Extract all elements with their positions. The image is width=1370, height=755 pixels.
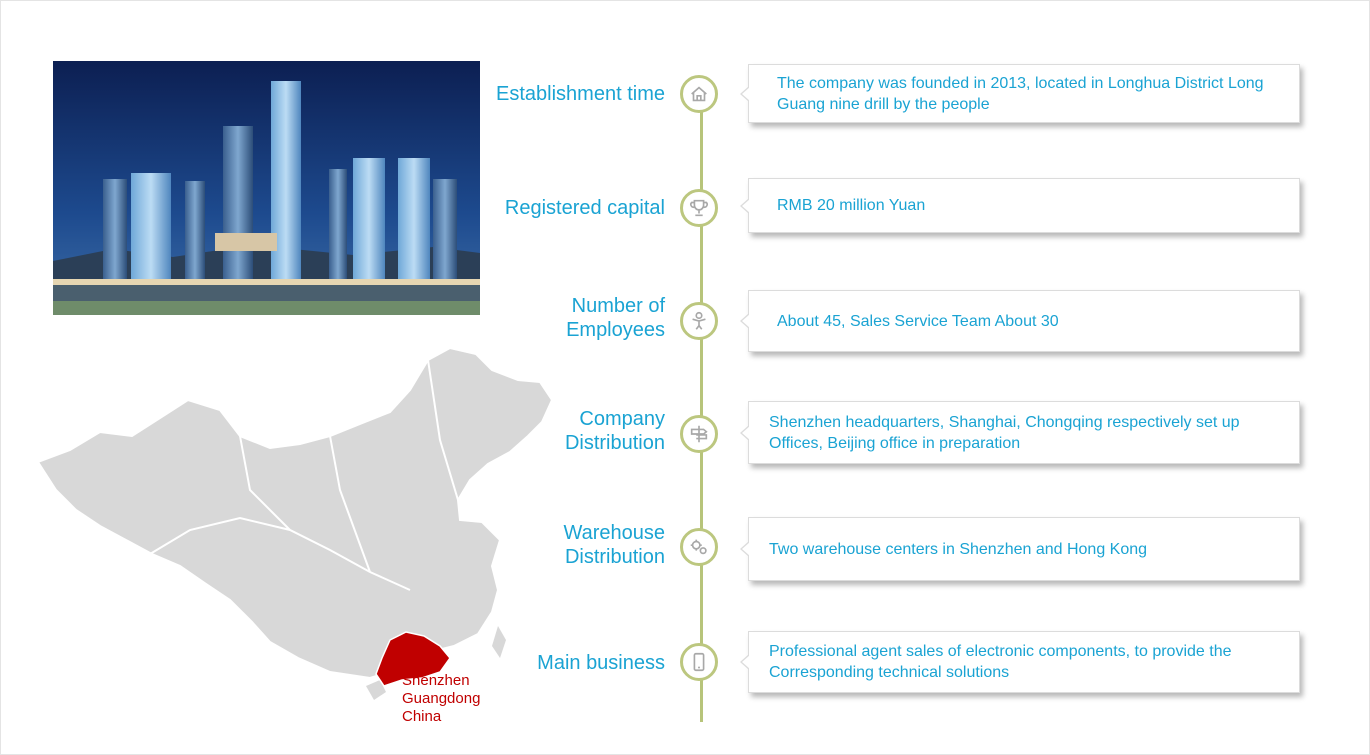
signpost-icon [688,423,710,445]
timeline-card-warehouse: Two warehouse centers in Shenzhen and Hong Kong [748,517,1300,581]
house-icon [688,83,710,105]
timeline-card-establishment: The company was founded in 2013, located in Longhua District Long Guang nine drill by the people [748,64,1300,123]
timeline-card-company-distribution: Shenzhen headquarters, Shanghai, Chongqing respectively set up Offices, Beijing office in preparation [748,401,1300,464]
timeline-card-employees: About 45, Sales Service Team About 30 [748,290,1300,352]
trophy-icon [688,197,710,219]
timeline-node-capital [680,189,718,227]
timeline-node-establishment [680,75,718,113]
timeline-node-business [680,643,718,681]
map-label-country: China [402,708,442,725]
timeline-label-capital: Registered capital [504,197,665,219]
timeline-label-company-distribution: Company Distribution [564,408,665,454]
timeline-label-business: Main business [537,652,665,674]
timeline-card-business: Professional agent sales of electronic components, to provide the Corresponding technical solutions [748,631,1300,693]
timeline-node-company-distribution [680,415,718,453]
timeline-label-employees: Number of Employees [566,295,665,341]
timeline-label-warehouse: Warehouse Distribution [563,522,665,568]
timeline-node-warehouse [680,528,718,566]
gears-icon [688,536,710,558]
person-icon [688,310,710,332]
map-label-province: Guangdong [402,690,481,707]
headquarters-photo [53,61,480,315]
timeline-card-capital: RMB 20 million Yuan [748,178,1300,233]
phone-icon [688,651,710,673]
map-label-city: Shenzhen [402,672,470,689]
timeline-node-employees [680,302,718,340]
timeline-label-establishment: Establishment time [496,83,665,105]
